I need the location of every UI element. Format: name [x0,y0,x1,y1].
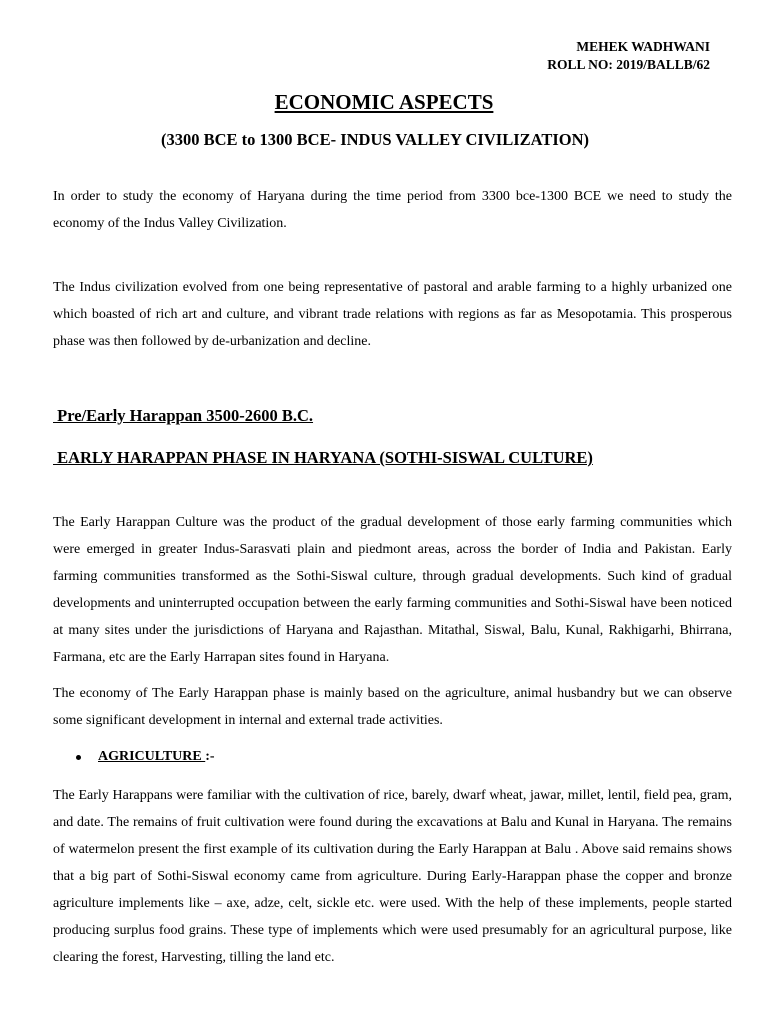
body-paragraph-2: The economy of The Early Harappan phase is mainly based on the agriculture, animal husbandry but we can observe some significant development in internal and external trade activities. [53,686,732,728]
intro-paragraph-1: In order to study the economy of Haryana during the time period from 3300 bce-1300 BCE we need to study the economy of the Indus Valley Civilization. [53,189,732,231]
body-paragraph-1: The Early Harappan Culture was the product of the gradual development of those early farming communities which were emerged in greater Indus-Sarasvati plain and piedmont areas, across the border of India and Pakistan. Early farming communities transformed as the Sothi-Siswal culture, through gradual developments. Such kind of gradual developments and uninterrupted occupation between the early farming communities and Sothi-Siswal have been noticed at many sites under the jurisdictions of Haryana and Rajasthan. Mitathal, Siswal, Balu, Kunal, Rakhigarhi, Bhirrana, Farmana, etc are the Early Harrapan sites found in Haryana. [53,515,732,665]
author-block [480,38,710,74]
bullet-label: AGRICULTURE [98,749,206,764]
document-title: ECONOMIC ASPECTS [274,90,494,114]
intro-paragraph-2: The Indus civilization evolved from one being representative of pastoral and arable farming to a highly urbanized one which boasted of rich art and culture, and vibrant trade relations with regions as far as Mesopotamia. This prosperous phase was then followed by de-urbanization and decline. [53,280,732,349]
bullet-agriculture [76,749,215,765]
author-name: MEHEK WADHWANI [576,39,710,54]
roll-number: ROLL NO: 2019/BALLB/62 [547,57,710,72]
agriculture-paragraph: The Early Harappans were familiar with the cultivation of rice, barely, dwarf wheat, jawar, millet, lentil, field pea, gram, and date. The remains of fruit cultivation were found during the excavations at Balu and Kunal in Haryana. The remains of watermelon present the first example of its cultivation during the Early Harappan at Balu . Above said remains shows that a big part of Sothi-Siswal economy came from agriculture. During Early-Harappan phase the copper and bronze agriculture implements like – axe, adze, celt, sickle etc. were used. With the help of these implements, people started producing surplus food grains. These type of implements which were used presumably for an agricultural purpose, like clearing the forest, Harvesting, tilling the land etc. [53,788,732,965]
document-subtitle: (3300 BCE to 1300 BCE- INDUS VALLEY CIVILIZATION) [160,130,589,149]
bullet-suffix: :- [205,749,215,764]
bullet-dot-icon [76,755,81,760]
section-heading-pre-harappan: Pre/Early Harappan 3500-2600 B.C. [53,406,314,425]
section-heading-early-harappan-haryana: EARLY HARAPPAN PHASE IN HARYANA (SOTHI-SISWAL CULTURE) [53,448,593,467]
